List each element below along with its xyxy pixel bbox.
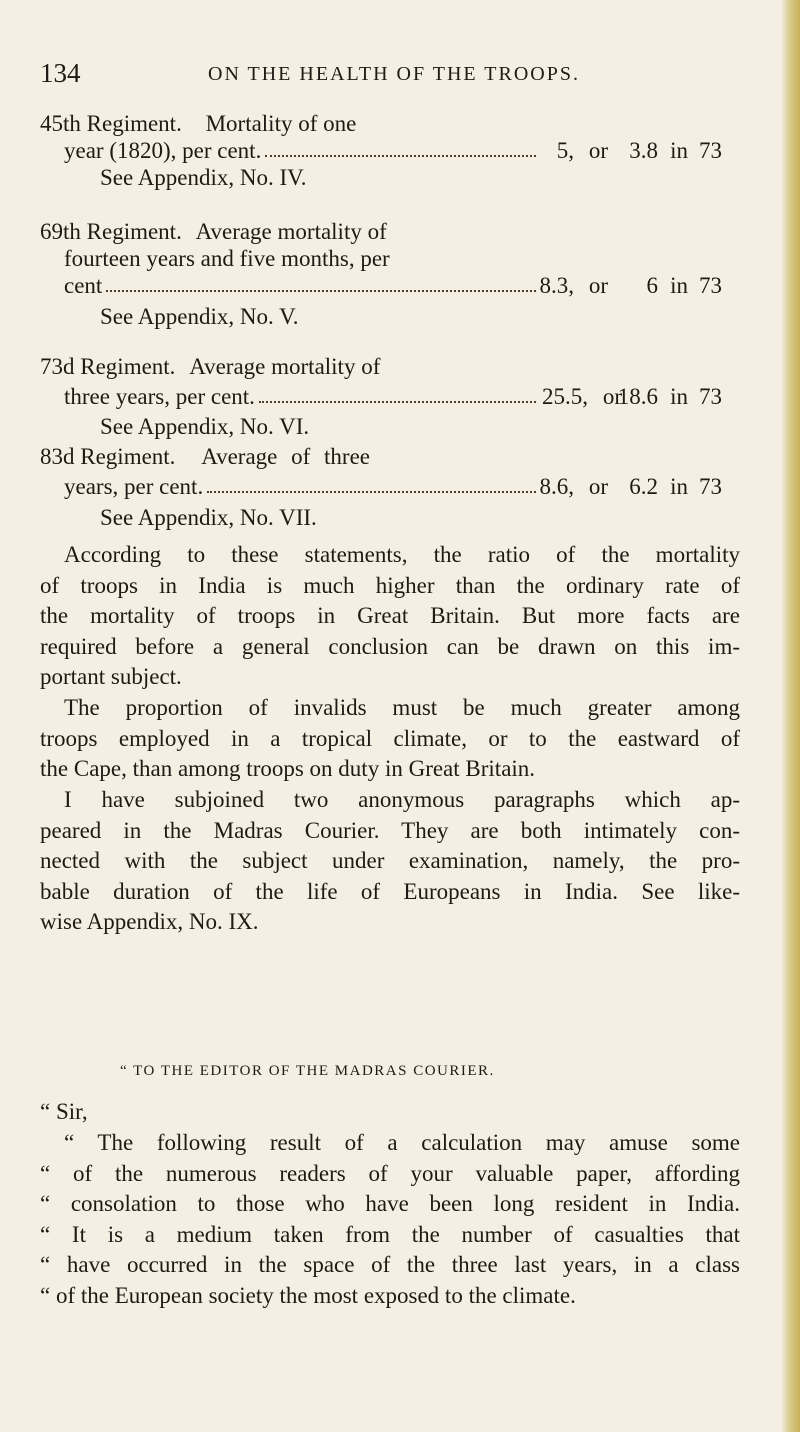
entry-83d-regiment: [40, 443, 740, 533]
entry-text: Average of three: [201, 444, 371, 469]
mortality-base: 73: [699, 138, 722, 163]
entry-text: Average mortality of: [189, 354, 381, 379]
paragraph-line: the mortality of troops in Great Britain. But more facts are: [40, 603, 740, 628]
paragraph-line: According to these statements, the ratio of the mortality: [64, 542, 740, 567]
mortality-equivalent: 6: [646, 273, 658, 298]
in-word: in: [670, 474, 688, 499]
entry-rate-line: [64, 383, 540, 410]
salutation-line: “ Sir,: [40, 1099, 88, 1124]
mortality-base: 73: [699, 474, 722, 499]
mortality-base: 73: [699, 384, 722, 409]
entry-text: Mortality of one: [205, 111, 357, 136]
regiment-name: 73d Regiment.: [40, 354, 176, 379]
body-paragraph: [40, 693, 740, 785]
entry-heading: [40, 353, 380, 380]
paragraph-line: portant subject.: [40, 664, 182, 689]
dot-leader: [207, 473, 536, 493]
letter-line: “ of the European society the most exposed to the climate.: [40, 1282, 576, 1308]
letter-line: “ The following result of a calculation may amuse some: [64, 1130, 740, 1155]
entry-69th-regiment: [40, 218, 740, 338]
paragraph-line: peared in the Madras Courier. They are both intimately con-: [40, 817, 740, 843]
or-word: or: [588, 273, 608, 298]
letter-line: “ of the numerous readers of your valuable paper, affording: [40, 1160, 740, 1186]
dot-leader: [106, 272, 536, 292]
page-edge: [782, 0, 800, 1432]
mortality-rate: 5,: [556, 138, 574, 163]
entry-text: years, per cent.: [64, 474, 204, 499]
dot-leader: [259, 383, 536, 403]
entry-heading: [40, 443, 370, 470]
paragraph-line: nected with the subject under examination, namely, the pro-: [40, 848, 740, 873]
mortality-equivalent: 3.8: [629, 138, 658, 163]
page-header: [40, 58, 740, 92]
paragraph-line: I have subjoined two anonymous paragraphs which ap-: [64, 787, 740, 812]
entry-rate-line: [64, 137, 540, 164]
page-number: 134: [40, 58, 81, 88]
entry-45th-regiment: [40, 110, 740, 191]
mortality-base: 73: [699, 273, 722, 298]
entry-text: three years, per cent.: [64, 384, 255, 409]
dot-leader: [265, 137, 536, 157]
entry-73d-regiment: [40, 353, 740, 443]
paragraph-line: The proportion of invalids must be much greater among: [64, 695, 740, 720]
entry-rate-line: [64, 272, 540, 299]
paragraph-line: of troops in India is much higher than the ordinary rate of: [40, 572, 740, 598]
mortality-rate: 8.6,: [539, 474, 574, 499]
in-word: in: [670, 384, 688, 409]
mortality-rate: 25.5,: [542, 384, 588, 409]
body-paragraph: [40, 540, 740, 693]
entry-rate-line: [64, 473, 540, 500]
body-paragraph: [40, 785, 740, 938]
letter-salutation: [40, 1097, 740, 1128]
entry-text: Average mortality of: [195, 219, 387, 244]
or-word: or: [588, 138, 608, 163]
appendix-reference: See Appendix, No. VI.: [100, 414, 310, 439]
in-word: in: [670, 138, 688, 163]
paragraph-line: troops employed in a tropical climate, or to the eastward of: [40, 725, 740, 751]
letter-body: [40, 1128, 740, 1311]
entry-text: year (1820), per cent.: [64, 138, 262, 163]
letter-line: “ It is a medium taken from the number of casualties that: [40, 1221, 740, 1247]
letter-heading: “ TO THE EDITOR OF THE MADRAS COURIER.: [120, 1063, 495, 1079]
mortality-rate: 8.3,: [539, 273, 574, 298]
mortality-equivalent: 18.6: [617, 384, 658, 409]
regiment-name: 83d Regiment.: [40, 444, 176, 469]
or-word: or: [588, 474, 608, 499]
mortality-equivalent: 6.2: [629, 474, 658, 499]
paragraph-line: bable duration of the life of Europeans in India. See like-: [40, 878, 740, 904]
entry-heading: [40, 110, 356, 137]
appendix-reference: See Appendix, No. V.: [100, 304, 299, 329]
letter-line: “ consolation to those who have been long resident in India.: [40, 1191, 740, 1216]
regiment-name: 69th Regiment.: [40, 219, 182, 244]
entry-text: cent: [64, 273, 103, 298]
letter-line: “ have occurred in the space of the three last years, in a class: [40, 1252, 740, 1277]
or-word: or: [602, 384, 622, 409]
entry-heading: [40, 218, 387, 245]
paragraph-line: wise Appendix, No. IX.: [40, 909, 259, 934]
paragraph-line: the Cape, than among troops on duty in Great Britain.: [40, 756, 536, 781]
regiment-name: 45th Regiment.: [40, 111, 182, 136]
appendix-reference: See Appendix, No. VII.: [100, 505, 317, 530]
paragraph-line: required before a general conclusion can be drawn on this im-: [40, 633, 740, 659]
in-word: in: [670, 273, 688, 298]
entry-text: fourteen years and five months, per: [64, 246, 390, 271]
appendix-reference: See Appendix, No. IV.: [100, 165, 307, 190]
running-head: ON THE HEALTH OF THE TROOPS.: [208, 63, 580, 85]
